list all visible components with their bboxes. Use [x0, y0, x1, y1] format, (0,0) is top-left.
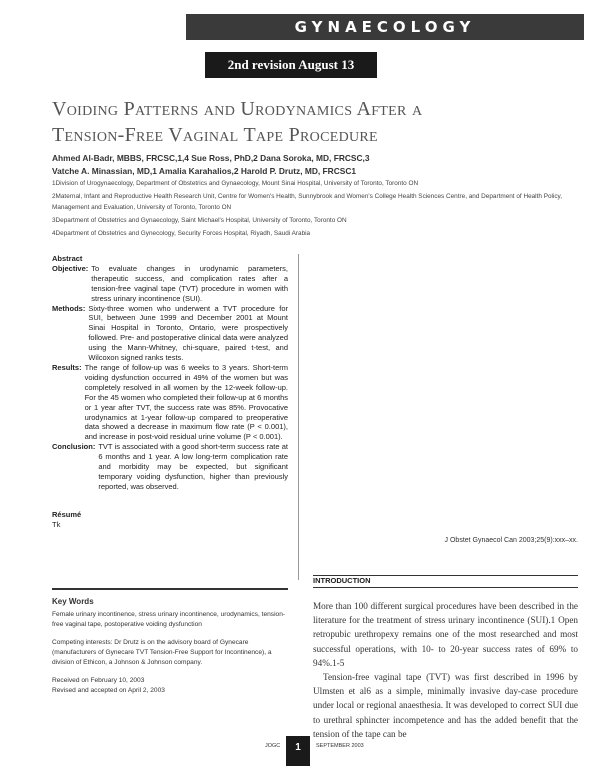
- conclusion-text: TVT is associated with a good short-term success rate at 6 months and 1 year. A low long-term complication rate and morbidity may be expected, but significant temporary voiding dysfunction, higher than previously reported, was observed.: [98, 442, 288, 491]
- abstract-results: [52, 363, 288, 442]
- methods-text: Sixty-three women who underwent a TVT procedure for SUI, between June 1999 and December 2001 at Mount Sinai Hospital in Toronto, Ontario, were prospectively followed. Pre- and postoperative clinical data were analyzed using the Mann-Whitney, chi-square, paired t-test, and Wilcoxon signed ranks tests.: [88, 303, 288, 363]
- resume-block: [52, 510, 288, 530]
- revised-date: Revised and accepted on April 2, 2003: [52, 687, 165, 694]
- affiliation-item: 3Department of Obstetrics and Gynaecology, Saint Michael's Hospital, University of Toronto, Toronto ON: [52, 216, 347, 224]
- abstract-conclusion: [52, 442, 288, 492]
- objective-text: To evaluate changes in urodynamic parameters, therapeutic success, and complication rates after a tension-free vaginal tape (TVT) procedure in women with stress urinary incontinence (SUI).: [91, 263, 288, 303]
- methods-label: Methods:: [52, 303, 86, 313]
- authors-line-2: Vatche A. Minassian, MD,1 Amalia Karahalios,2 Harold P. Drutz, MD, FRCSC1: [52, 166, 357, 176]
- results-text: The range of follow-up was 6 weeks to 3 years. Short-term voiding dysfunction occurred in 49% of the women but was completely resolved in all women by the 12-week follow-up. For the 45 women who completed their follow-up at 6 months or 1 year after TVT, the success rate was 85%. Provocative urodynamics at 1-year follow-up compared to preoperative data showed a decrease in maximum flow rate (P < 0.001), and increase in post-void residual urine volume (P < 0.001).: [84, 362, 288, 442]
- keywords-box: [52, 588, 288, 744]
- abstract-section: [52, 254, 288, 530]
- authors-line-1: Ahmed Al-Badr, MBBS, FRCSC,1,4 Sue Ross, PhD,2 Dana Soroka, MD, FRCSC,3: [52, 153, 370, 163]
- page-footer: [220, 740, 380, 758]
- journal-citation: J Obstet Gynaecol Can 2003;25(9):xxx–xx.: [444, 537, 578, 544]
- page-number: 1: [286, 736, 310, 766]
- revision-banner: 2nd revision August 13: [205, 52, 377, 78]
- results-label: Results:: [52, 362, 82, 372]
- article-title: [52, 96, 572, 148]
- affiliation-item: 4Department of Obstetrics and Gynecology, Security Forces Hospital, Riyadh, Saudi Arabia: [52, 230, 311, 238]
- intro-paragraph: More than 100 different surgical procedures have been described in the literature for the treatment of stress urinary incontinence (SUI).1 Open retropubic urethropexy remains one of the most researched and most successful operations, with 10- to 20-year success rates of 69% to 94%.1-5: [313, 601, 578, 668]
- author-list: [52, 152, 572, 178]
- title-line-1: Voiding Patterns and Urodynamics After a: [52, 98, 423, 120]
- resume-text: Tk: [52, 519, 61, 529]
- conclusion-label: Conclusion:: [52, 442, 96, 452]
- objective-label: Objective:: [52, 263, 89, 273]
- keywords-text: Female urinary incontinence, stress urinary incontinence, urodynamics, tension-free vaginal tape, postoperative voiding dysfunction: [52, 611, 286, 628]
- affiliation-item: 1Division of Urogynaecology, Department of Obstetrics and Gynaecology, Mount Sinai Hospital, University of Toronto, Toronto ON: [52, 180, 419, 187]
- intro-paragraph: Tension-free vaginal tape (TVT) was first described in 1996 by Ulmsten et al6 as a simple, minimally invasive day-case procedure under local or regional anaesthesia. It was developed to correct SUI due to urethral sphincter incompetence and has the added benefit that the tension of the tape can be: [313, 672, 578, 739]
- introduction-heading: [313, 575, 578, 588]
- received-date: Received on February 10, 2003: [52, 677, 145, 684]
- footer-journal: JOGC: [265, 743, 281, 749]
- title-line-2: Tension-Free Vaginal Tape Procedure: [52, 124, 378, 146]
- abstract-methods: [52, 304, 288, 363]
- footer-date: SEPTEMBER 2003: [316, 743, 364, 749]
- resume-label: Résumé: [52, 509, 82, 519]
- keywords-heading: Key Words: [52, 597, 94, 606]
- abstract-heading: Abstract: [52, 254, 83, 263]
- affiliation-item: 2Maternal, Infant and Reproductive Health Research Unit, Centre for Women's Health, Sunnybrook and Women's College Health Sciences Centre, and Department of Health Policy, Management and Evaluation, University of Toronto, Toronto ON: [52, 193, 563, 211]
- section-banner: GYNAECOLOGY: [186, 14, 584, 40]
- introduction-heading-text: INTRODUCTION: [313, 576, 578, 588]
- affiliation-list: [52, 179, 582, 243]
- abstract-objective: [52, 264, 288, 304]
- competing-interests: Competing interests: Dr Drutz is on the advisory board of Gynecare (manufacturers of Gynecare TVT Tension-Free Support for Incontinence), a division of Ethicon, a Johnson & Johnson company.: [52, 639, 272, 666]
- column-divider: [298, 254, 299, 580]
- introduction-body: [313, 599, 578, 741]
